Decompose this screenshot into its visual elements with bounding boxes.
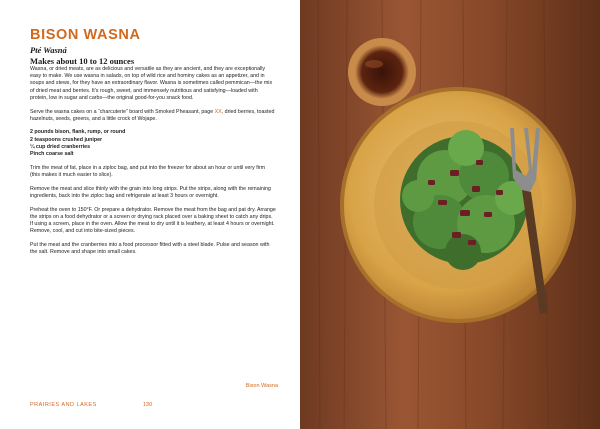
serving-text-after: , dried berries, toasted hazelnuts, seeds, greens, and a little crock of Wojape. bbox=[30, 108, 275, 122]
step-paragraph: Put the meat and the cranberries into a food processor fitted with a steel blade. Pulse and season with the salt. Remove and shape into small cakes. bbox=[30, 241, 270, 256]
ingredient-list bbox=[30, 129, 276, 158]
serving-paragraph bbox=[30, 109, 276, 123]
ingredient-item: 2 teaspoons crushed juniper bbox=[30, 136, 103, 143]
sauce-bowl bbox=[348, 38, 416, 106]
photo-page bbox=[300, 0, 600, 429]
page-reference: XX bbox=[214, 108, 222, 115]
recipe-native-name: Pté Wasná bbox=[30, 45, 67, 55]
ingredient-item: Pinch coarse salt bbox=[30, 151, 74, 158]
dish-photo bbox=[300, 0, 600, 429]
serving-text-before: Serve the wasna cakes on a “charcuterie” board with Smoked Pheasant, page bbox=[30, 108, 215, 115]
recipe-title: BISON WASNA bbox=[30, 27, 141, 43]
recipe-yield: Makes about 10 to 12 ounces bbox=[30, 56, 135, 66]
step-paragraph: Remove the meat and slice thinly with the grain into long strips. Put the strips, along with the remaining ingredients, back into the ziploc bag and refrigerate at least 3 hours or overnight. bbox=[30, 185, 271, 199]
recipe-body bbox=[30, 66, 276, 263]
step-paragraph: Preheat the oven to 150°F. Or prepare a dehydrator. Remove the meat from the bag and pat dry. Arrange the strips on a food dehydrator or a screen or drying rack placed over a baking sheet to catch any drips. If using a screen, place in the oven. Allow the meat to dry until it is leathery, at least 4 hours or overnight. Remove, cool, and cut into bite-sized pieces. bbox=[30, 206, 276, 235]
intro-paragraph: Wasna, or dried meats, are as delicious and versatile as they are ancient, and they are exceptionally easy to make. We use wasna in salads, on top of wild rice and hominy cakes as an appetizer, and in soups and stews, for they have an extraordinary flavor. Wasna is sometimes called pemmican—the mix of dried meat and berries. It's rough, sweet, and immensely nutritious and satisfying—loaded with protein, low in sugar and carbs—the original good-for-you snack food. bbox=[30, 66, 273, 101]
section-name: PRAIRIES AND LAKES bbox=[30, 402, 97, 408]
page-number: 130 bbox=[143, 402, 153, 408]
ingredient-item: ¼ cup dried cranberries bbox=[30, 143, 91, 150]
running-recipe-name: Bison Wasna bbox=[245, 383, 278, 389]
step-paragraph: Trim the meat of fat, place in a ziploc bag, and put into the freezer for about an hour or until very firm (this makes it much easier to slice). bbox=[30, 164, 266, 178]
ingredient-item: 2 pounds bison, flank, rump, or round bbox=[30, 129, 126, 136]
